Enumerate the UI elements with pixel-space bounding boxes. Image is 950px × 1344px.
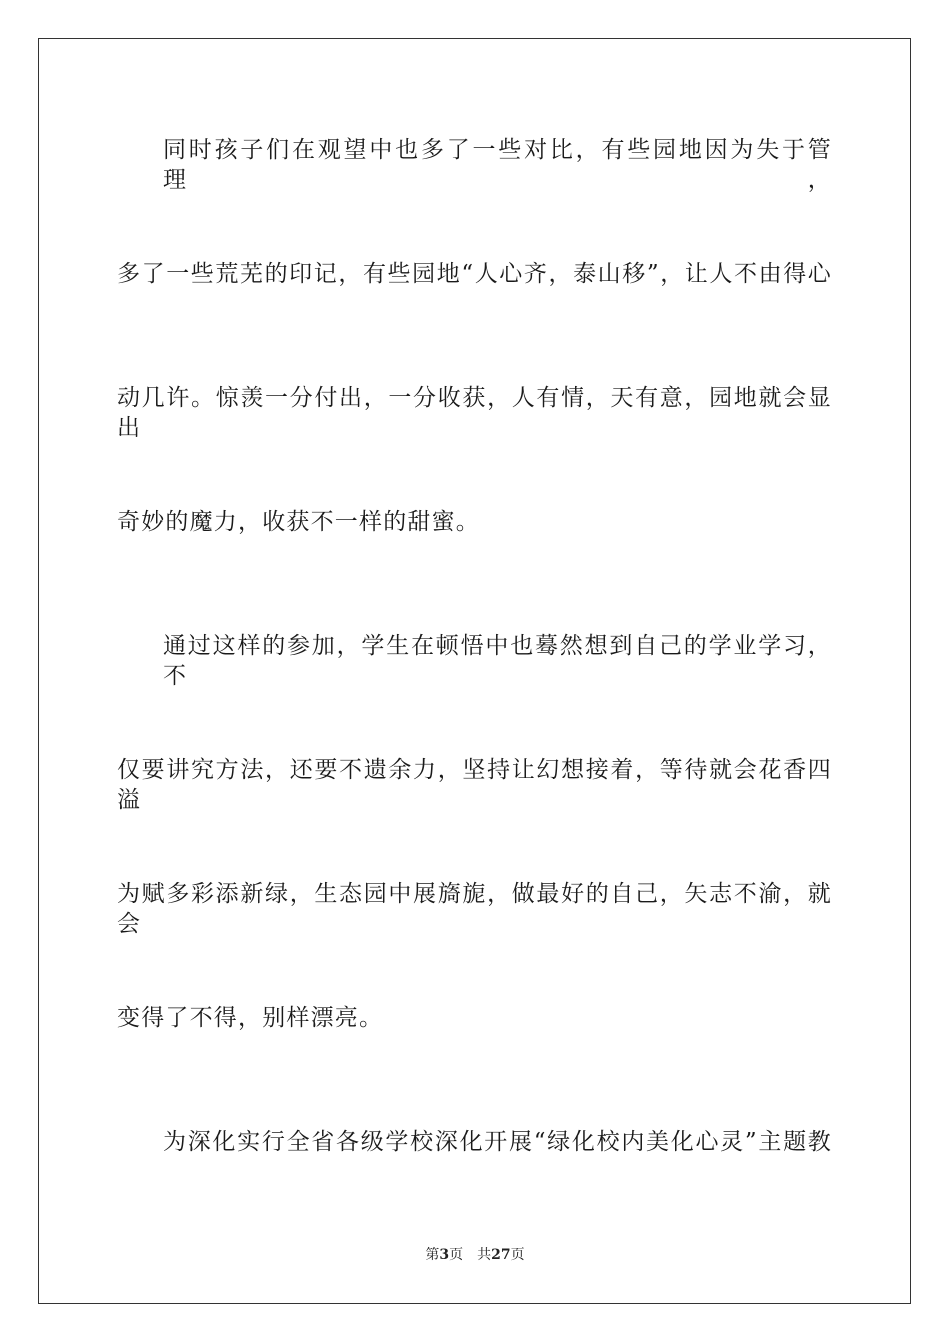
paragraph-3-line-1: 为深化实行全省各级学校深化开展“绿化校内美化心灵”主题教 (163, 1129, 832, 1155)
paragraph-1-line-4: 奇妙的魔力，收获不一样的甜蜜。 (117, 509, 480, 535)
page-current: 3 (439, 1247, 450, 1263)
paragraph-2-line-3: 为赋多彩添新绿，生态园中展旖旎，做最好的自己，矢志不渝，就会 (117, 881, 832, 937)
page-suffix: 页 (449, 1247, 464, 1263)
paragraph-1-line-1: 同时孩子们在观望中也多了一些对比，有些园地因为失于管理， (163, 137, 832, 193)
paragraph-2-line-1: 通过这样的参加，学生在顿悟中也蓦然想到自己的学业学习，不 (163, 633, 832, 689)
paragraph-1-line-3: 动几许。惊羡一分付出，一分收获，人有情，天有意，园地就会显出 (117, 385, 832, 441)
paragraph-2-line-2: 仅要讲究方法，还要不遗余力，坚持让幻想接着，等待就会花香四溢 (117, 757, 832, 813)
paragraph-2-line-4: 变得了不得，别样漂亮。 (117, 1005, 384, 1031)
paragraph-1-line-2: 多了一些荒芜的印记，有些园地“人心齐，泰山移”，让人不由得心 (117, 261, 832, 287)
page-total: 27 (491, 1247, 511, 1263)
total-suffix: 页 (510, 1247, 525, 1263)
total-prefix: 共 (477, 1247, 492, 1263)
page-footer (0, 1245, 950, 1265)
page-prefix: 第 (425, 1247, 440, 1263)
